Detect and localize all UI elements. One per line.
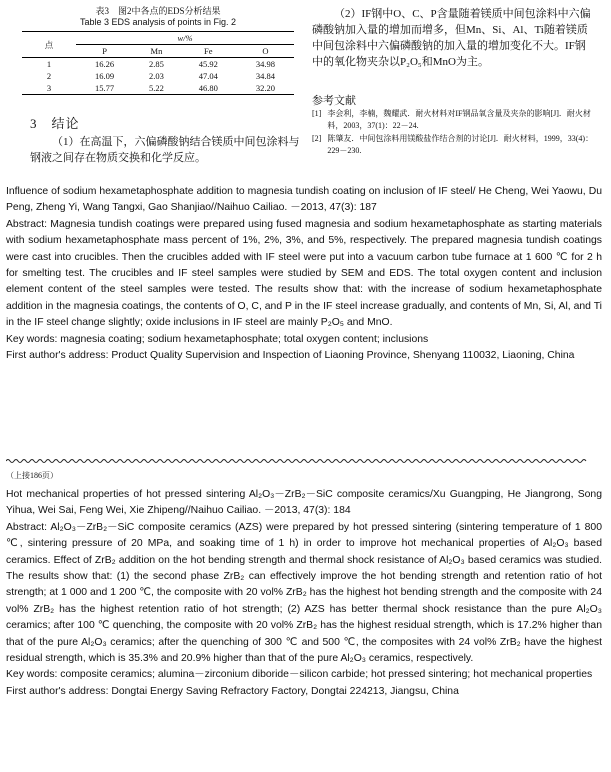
- abstract-text: Abstract: Magnesia tundish coatings were prepared using fused magnesia and sodium hexametaphosphate as starting materials with sodium hexametaphosphate mass percent of 1%, 2%, 3%, and 5%, respectively. The prepared magnesia tundish coatings were cast into crucibles. Then the crucibles added with IF steel were put into a vacuum carbon tube furnace at 1 600 ℃ for 2 h for smelting test. The crucibles and IF steel samples were studied by SEM and EDS. The total oxygen content and inclusion element content of the steel samples were tested. The results show that: with the increase of sodium hexametaphosphate addition in the magnesia coatings, the contents of O, C, and P in the IF steel increase gradually, and contents of Mn, Si, Al, and Ti in the IF steel change slightly; oxide inclusions in IF steel are mainly P₂O₅ and MnO.: [6, 218, 602, 329]
- col-header-p: P: [102, 46, 107, 56]
- col-header-o: O: [262, 46, 269, 56]
- eds-table: [22, 31, 294, 95]
- abstract-title: Hot mechanical properties of hot pressed sintering Al₂O₃－ZrB₂－SiC composite ceramics/Xu Guangping, He Jiangrong, Song Yihua, Wei Sai, Feng Wei, Xie Zhipeng//Naihuo Cailiao. －2013, 47(3): 184: [6, 489, 602, 517]
- english-abstract-2: [6, 487, 602, 700]
- abstract-text: Abstract: Al₂O₃－ZrB₂－SiC composite ceramics (AZS) were prepared by hot pressed sintering (sintering temperature of 1 800 ℃, sintering pressure of 20 MPa, and soaking time of 1 h) in order to improve hot mechanical properties of Al₂O₃ based ceramics. Effect of ZrB₂ addition on the hot bending strength and thermal shock resistance of Al₂O₃ based ceramics was studied. The results show that: (1) the second phase ZrB₂ can effectively improve the hot bending strength and retention ratio of hot strength; at 1 000 and 1 200 ℃, the composite with 20 vol% ZrB₂ has the highest hot bending strength and the composite with 24 vol% ZrB₂ has the highest retention ratio of hot strength; (2) AZS has better thermal shock resistance than the pure Al₂O₃ ceramics; after 100 ℃ quenching, the composite with 20 vol% ZrB₂ has the highest residual strength, which is 17.2% higher than that of the pure Al₂O₃ ceramics; after the quenching of 300 ℃ and 500 ℃, the composites with 24 vol% ZrB₂ have the highest residual strength, which is 35.3% and 20.9% higher than that of the pure Al₂O₃ ceramics, respectively.: [6, 521, 602, 665]
- abstract-author-address: First author's address: Product Quality Supervision and Inspection of Liaoning Province, Shenyang 110032, Liaoning, China: [6, 350, 575, 362]
- table-caption-cn: 表3 图2中各点的EDS分析结果: [95, 6, 221, 16]
- table-row: 1 16.26 2.85 45.92 34.98: [46, 59, 275, 69]
- abstract-keywords: Key words: composite ceramics; alumina－zirconium diboride－silicon carbide; hot pressed sintering; hot mechanical properties: [6, 669, 593, 681]
- reference-item: [1] 李会利，李楠，魏耀武．耐火材料对IF钢品氧含量及夹杂的影响[J]．耐火材料，2003，37(1)：22－24.: [312, 109, 591, 130]
- section-body: （1）在高温下，六偏磷酸钠结合镁质中间包涂料与钢液之间存在物质交换和化学反应。: [30, 136, 300, 164]
- reference-item: [2] 陈肇友．中间包涂料用镁酸盐作结合剂的讨论[J]．耐火材料，1999，33(4)：229－230.: [312, 134, 594, 155]
- table-row: 3 15.77 5.22 46.80 32.20: [22, 82, 294, 95]
- abstract-author-address: First author's address: Dongtai Energy Saving Refractory Factory, Dongtai 224213, Jiangsu, China: [6, 685, 459, 697]
- references-heading: 参考文献: [312, 95, 356, 107]
- wavy-divider: [6, 458, 602, 464]
- english-abstract-1: [6, 184, 602, 364]
- references-list: [312, 108, 594, 158]
- eds-table-block: [22, 6, 294, 95]
- abstract-keywords: Key words: magnesia coating; sodium hexametaphosphate; total oxygen content; inclusions: [6, 333, 429, 345]
- col-header-mn: Mn: [150, 46, 163, 56]
- table-caption-en: Table 3 EDS analysis of points in Fig. 2: [79, 17, 237, 27]
- continuation-note: （上接186页）: [6, 471, 58, 480]
- section-heading: 3 结论: [30, 116, 80, 131]
- point-header: 点: [44, 39, 54, 50]
- unit-header: w/%: [76, 32, 294, 45]
- table-row: 2 16.09 2.03 47.04 34.84: [46, 71, 275, 81]
- abstract-title: Influence of sodium hexametaphosphate addition to magnesia tundish coating on inclusion of IF steel/ He Cheng, Wei Yaowu, Du Peng, Zheng Yi, Wang Tangxi, Gao Shanjiao//Naihuo Cailiao. －2013, 47(3): 187: [6, 186, 602, 214]
- conclusion-paragraph: （2）IF钢中O、C、P含量随着镁质中间包涂料中六偏磷酸钠加入量的增加而增多，但Mn、Si、Al、Ti随着镁质中间包涂料中六偏磷酸钠的加入量的增加变化不大。IF钢中的氧化物夹杂以P₂O₅和MnO为主。: [312, 8, 591, 68]
- col-header-fe: Fe: [204, 46, 213, 56]
